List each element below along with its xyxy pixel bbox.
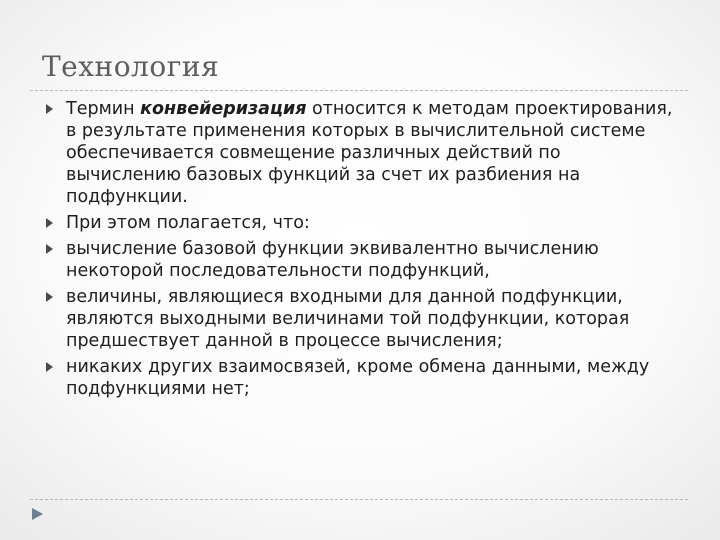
arrow-shape [32,508,43,520]
bullet-text: вычисление базовой функции эквивалентно вычислению некоторой последовательности подфункций, [66,239,599,281]
triangle-right-icon [46,104,53,114]
title-divider [30,90,688,91]
bullet-text: величины, являющиеся входными для данной подфункции, являются выходными величинами той подфункции, которая предшествует данной в процессе вычисления; [66,287,630,351]
footer-divider [30,499,688,500]
bullet-item-no-other-links [40,356,680,400]
triangle-right-icon [46,244,53,254]
bullet-text-before: Термин [66,99,141,119]
bullet-item-definition [40,98,680,208]
bullet-item-assumption-intro [40,212,680,234]
bullet-text: При этом полагается, что: [66,213,310,233]
bullet-text: никаких других взаимосвязей, кроме обмена данными, между подфункциями нет; [66,357,650,399]
bullet-item-inputs-outputs [40,286,680,352]
next-slide-arrow-icon[interactable] [31,507,45,521]
bullet-item-equivalence [40,238,680,282]
bullet-text-after: относится к методам проектирования, в результате применения которых в вычислительной системе обеспечивается совмещение различных действий по вычислению базовых функций за счет их разбиения на подфункции. [66,99,673,207]
triangle-right-icon [46,292,53,302]
triangle-right-icon [46,362,53,372]
triangle-right-icon [46,218,53,228]
bullet-term: конвейеризация [140,99,307,119]
bullet-list [40,98,680,404]
slide-title: Технология [42,50,220,83]
